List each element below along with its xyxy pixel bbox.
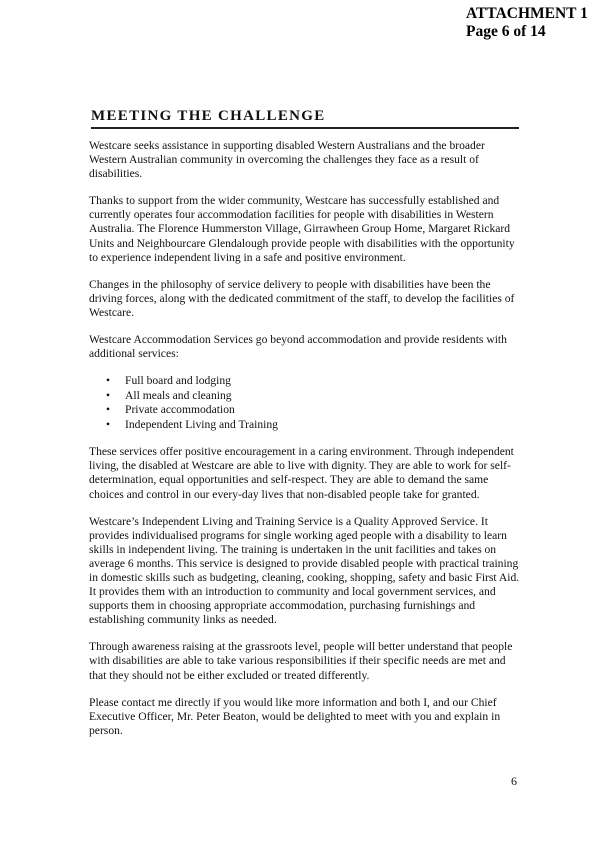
section-title: MEETING THE CHALLENGE	[91, 108, 519, 129]
paragraph-training-service: Westcare’s Independent Living and Training Service is a Quality Approved Service. It provides individualised programs for single working aged people with a disability to learn skills in independent living. The training is undertaken in the unit facilities and takes on average 6 months. This service is designed to provide disabled people with practical training in domestic skills such as budgeting, cleaning, cooking, shopping, safety and basic First Aid. It provides them with an introduction to community and local government services, and supports them in choosing appropriate accommodation, purchasing furnishings and establishing community links as needed.	[89, 514, 520, 627]
paragraph-facilities: Thanks to support from the wider community, Westcare has successfully established and currently operates four accommodation facilities for people with disabilities in Western Australia. The Florence Hummerston Village, Girrawheen Group Home, Margaret Rickard Units and Neighbourcare Glendalough provide people with disabilities with the opportunity to experience independent living in a safe and positive environment.	[89, 194, 515, 264]
attachment-header	[466, 5, 588, 41]
list-item: • Private accommodation	[125, 403, 521, 418]
paragraph-awareness: Through awareness raising at the grassroots level, people will better understand that people with disabilities are able to take various responsibilities if their specific needs are met and that they should not be either excluded or treated differently.	[89, 640, 513, 682]
list-item: • Full board and lodging	[125, 374, 521, 389]
paragraph-philosophy: Changes in the philosophy of service delivery to people with disabilities have been the driving forces, along with the dedicated commitment of the staff, to develop the facilities of Westcare.	[89, 277, 515, 319]
list-item: • Independent Living and Training	[125, 418, 521, 433]
attachment-label: ATTACHMENT 1	[466, 5, 588, 22]
paragraph-services-intro: Westcare Accommodation Services go beyond accommodation and provide residents with additional services:	[89, 333, 507, 361]
services-list	[89, 374, 521, 432]
page-of-label: Page 6 of 14	[466, 23, 546, 40]
paragraph-contact: Please contact me directly if you would like more information and both I, and our Chief Executive Officer, Mr. Peter Beaton, would be delighted to meet with you and explain in person.	[89, 695, 501, 737]
paragraph-encouragement: These services offer positive encouragement in a caring environment. Through independent living, the disabled at Westcare are able to live with dignity. They are able to work for self-determination, equal opportunities and self-respect. They are able to demand the same choices and control in our every-day lives that non-disabled people take for granted.	[89, 445, 514, 501]
paragraph-intro: Westcare seeks assistance in supporting disabled Western Australians and the broader Western Australian community in overcoming the challenges they face as a result of disabilities.	[89, 139, 485, 181]
list-item: • All meals and cleaning	[125, 389, 521, 404]
document-body	[89, 139, 521, 751]
page-number: 6	[511, 774, 517, 788]
